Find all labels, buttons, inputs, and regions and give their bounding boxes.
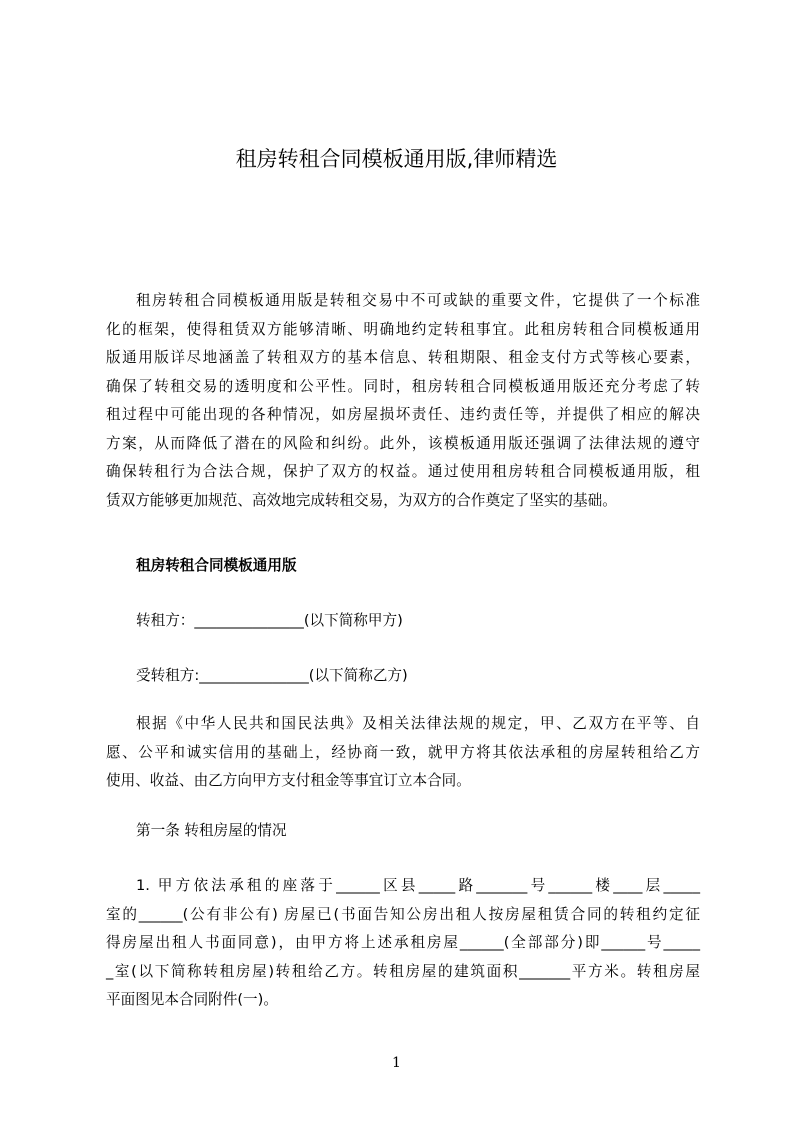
text-line: 根据《中华人民共和国民法典》及相关法律法规的规定，甲、乙双方在平等、自 [136, 715, 700, 732]
page-number: 1 [392, 1055, 401, 1071]
sublessee-line: 受转租方:_______________(以下简称乙方) [136, 667, 408, 684]
document-title: 租房转租合同模板通用版,律师精选 [235, 147, 558, 171]
text-line: 确保了转租交易的透明度和公平性。同时，租房转租合同模板通用版还充分考虑了转 [106, 377, 700, 395]
text-line: 愿、公平和诚实信用的基础上，经协商一致，就甲方将其依法承租的房屋转租给乙方 [106, 743, 700, 761]
text-line: 使用、收益、由乙方向甲方支付租金等事宜订立本合同。 [106, 772, 471, 789]
clause-1-paragraph [106, 872, 700, 1015]
article-1-heading: 第一条 转租房屋的情况 [136, 822, 287, 839]
text-line: 方案，从而降低了潜在的风险和纠纷。此外，该模板通用版还强调了法律法规的遵守 [106, 434, 700, 452]
preamble-paragraph [106, 710, 700, 796]
contract-heading: 租房转租合同模板通用版 [136, 557, 297, 574]
text-line: 得房屋出租人书面同意)，由甲方将上述承租房屋______(全部部分)即______号_____ [106, 934, 700, 951]
text-line: 租过程中可能出现的各种情况，如房屋损坏责任、违约责任等，并提供了相应的解决 [106, 406, 700, 423]
text-line: 确保转租行为合法合规，保护了双方的权益。通过使用租房转租合同模板通用版，租 [106, 463, 700, 480]
text-line: 平面图见本合同附件(一)。 [106, 991, 278, 1008]
text-line: 版通用版详尽地涵盖了转租双方的基本信息、转租期限、租金支付方式等核心要素， [106, 349, 700, 366]
text-line: 1. 甲方依法承租的座落于______区县_____路_______号______楼____层_____ [136, 877, 700, 894]
text-line: 赁双方能够更加规范、高效地完成转租交易，为双方的合作奠定了坚实的基础。 [106, 491, 617, 509]
text-line: _室(以下简称转租房屋)转租给乙方。转租房屋的建筑面积_______平方米。转租房屋 [106, 962, 700, 980]
text-line: 租房转租合同模板通用版是转租交易中不可或缺的重要文件，它提供了一个标准 [136, 292, 700, 309]
sublessor-line: 转租方：_______________(以下简称甲方) [136, 612, 403, 629]
intro-paragraph [106, 287, 700, 515]
text-line: 化的框架，使得租赁双方能够清晰、明确地约定转租事宜。此租房转租合同模板通用 [106, 320, 700, 338]
text-line: 室的______(公有非公有) 房屋已(书面告知公房出租人按房屋租赁合同的转租约定征 [106, 905, 700, 923]
